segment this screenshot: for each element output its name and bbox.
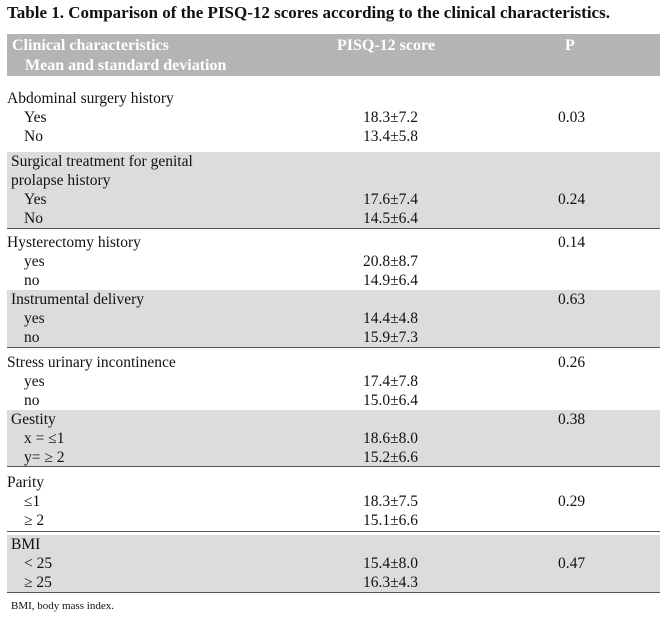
table-row <box>7 108 660 127</box>
row-p: 0.47 <box>558 555 586 572</box>
table-row <box>7 535 660 554</box>
table-row <box>7 554 660 573</box>
table-row <box>7 372 660 391</box>
table-row <box>7 252 660 271</box>
row-label: yes <box>24 310 45 327</box>
table-row <box>7 271 660 290</box>
row-label: prolapse history <box>11 172 111 189</box>
row-label: No <box>24 210 43 227</box>
row-label: Surgical treatment for genital <box>11 153 193 170</box>
table-title: Table 1. Comparison of the PISQ-12 scores according to the clinical characteristics. <box>7 3 610 22</box>
table-row <box>7 328 660 347</box>
row-value: 14.5±6.4 <box>363 210 419 227</box>
row-label: Instrumental delivery <box>11 291 144 308</box>
table-row <box>7 410 660 429</box>
table-row <box>7 127 660 146</box>
row-label: no <box>24 329 40 346</box>
group-stress-urinary-incontinence <box>7 353 660 410</box>
row-value: 14.9±6.4 <box>363 272 419 289</box>
row-value: 15.1±6.6 <box>363 512 419 529</box>
row-value: 18.6±8.0 <box>363 430 419 447</box>
table-row <box>7 429 660 448</box>
table-header <box>7 34 660 76</box>
row-label: y= ≥ 2 <box>24 449 65 466</box>
row-label: Gestity <box>11 411 56 428</box>
row-value: 18.3±7.5 <box>363 493 419 510</box>
row-value: 15.2±6.6 <box>363 449 419 466</box>
group-bmi <box>7 535 660 593</box>
group-abdominal-surgery <box>7 89 660 146</box>
row-label: BMI <box>11 536 41 553</box>
table-row <box>7 353 660 372</box>
table-row <box>7 233 660 252</box>
table-row <box>7 391 660 410</box>
row-value: 13.4±5.8 <box>363 128 419 145</box>
group-surgical-treatment <box>7 152 660 229</box>
table-row <box>7 171 660 190</box>
header-clinical-characteristics: Clinical characteristics <box>12 37 169 54</box>
header-p: P <box>565 37 575 54</box>
table-row <box>7 573 660 592</box>
table-row <box>7 492 660 511</box>
row-p: 0.63 <box>558 291 586 308</box>
row-value: 14.4±4.8 <box>363 310 419 327</box>
table-row <box>7 190 660 209</box>
table-row <box>7 89 660 108</box>
row-value: 15.0±6.4 <box>363 392 419 409</box>
row-label: Yes <box>24 191 47 208</box>
group-hysterectomy <box>7 233 660 290</box>
row-label: no <box>24 392 40 409</box>
row-value: 16.3±4.3 <box>363 574 419 591</box>
row-label: x = ≤1 <box>24 430 65 447</box>
row-label: yes <box>24 253 45 270</box>
header-mean-sd: Mean and standard deviation <box>25 57 227 74</box>
row-label: no <box>24 272 40 289</box>
group-parity <box>7 473 660 532</box>
row-p: 0.24 <box>558 191 586 208</box>
table-row <box>7 209 660 228</box>
row-p: 0.03 <box>558 109 586 126</box>
row-label: ≤1 <box>24 493 41 510</box>
row-label: < 25 <box>24 555 53 572</box>
table-row <box>7 511 660 530</box>
row-label: Yes <box>24 109 47 126</box>
row-value: 17.4±7.8 <box>363 373 419 390</box>
row-value: 20.8±8.7 <box>363 253 419 270</box>
table-footnote: BMI, body mass index. <box>11 600 114 612</box>
row-label: ≥ 25 <box>24 574 52 591</box>
row-label: No <box>24 128 43 145</box>
row-label: ≥ 2 <box>24 512 45 529</box>
table-row <box>7 448 660 467</box>
row-p: 0.14 <box>558 234 586 251</box>
row-value: 15.9±7.3 <box>363 329 419 346</box>
row-label: Parity <box>7 474 45 491</box>
table-row <box>7 309 660 328</box>
row-value: 18.3±7.2 <box>363 109 419 126</box>
table-row <box>7 152 660 171</box>
row-label: yes <box>24 373 45 390</box>
row-value: 15.4±8.0 <box>363 555 419 572</box>
table-row <box>7 290 660 309</box>
table-row <box>7 473 660 492</box>
row-p: 0.29 <box>558 493 586 510</box>
row-label: Stress urinary incontinence <box>7 354 176 371</box>
group-instrumental-delivery <box>7 290 660 348</box>
row-label: Abdominal surgery history <box>7 90 174 107</box>
group-gestity <box>7 410 660 467</box>
row-value: 17.6±7.4 <box>363 191 419 208</box>
row-p: 0.38 <box>558 411 586 428</box>
header-pisq-score: PISQ-12 score <box>337 37 435 54</box>
row-p: 0.26 <box>558 354 586 371</box>
row-label: Hysterectomy history <box>7 234 141 251</box>
